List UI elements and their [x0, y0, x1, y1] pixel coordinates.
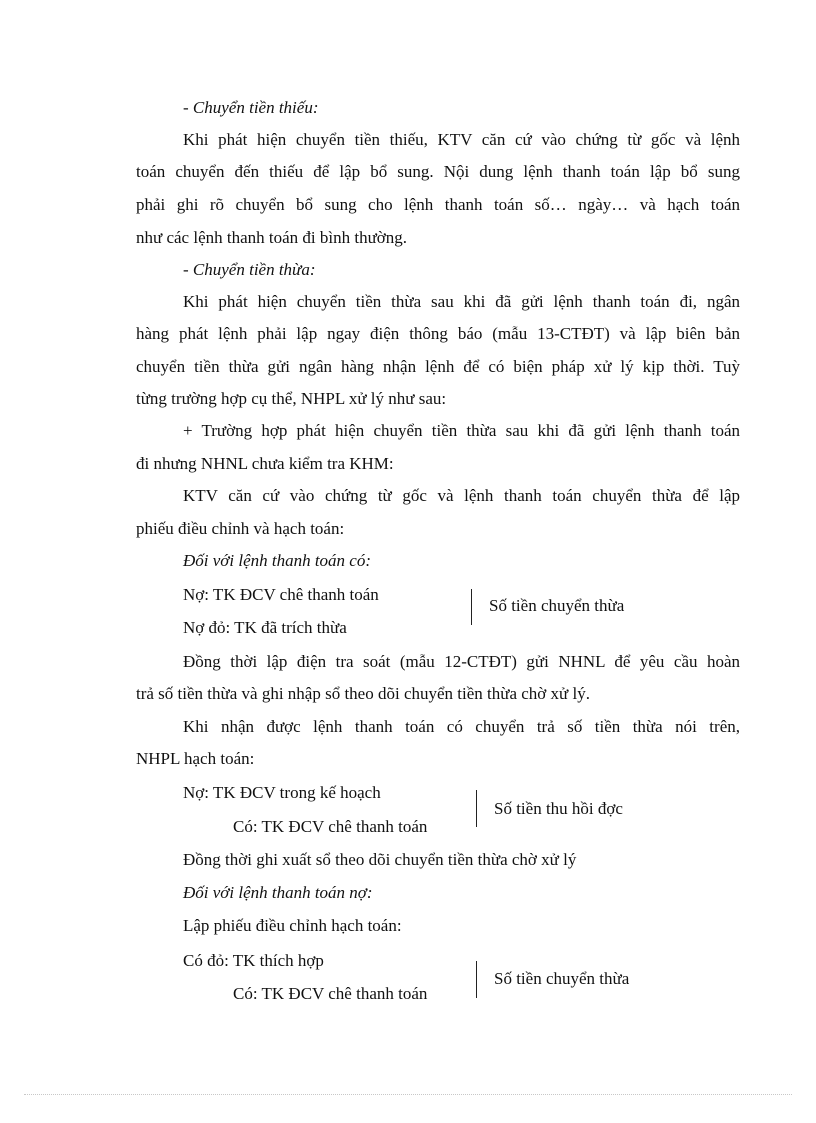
brace-amount-label: Số tiền chuyển thừa	[489, 596, 625, 615]
paragraph-line: từng trường hợp cụ thể, NHPL xử lý như sau:	[136, 389, 447, 408]
paragraph-line: Khi phát hiện chuyển tiền thiếu, KTV căn cứ vào chứng từ gốc và lệnh	[183, 130, 740, 149]
footer-divider	[24, 1094, 792, 1095]
brace-amount-label: Số tiền chuyển thừa	[494, 969, 630, 988]
entry-credit-line: Có: TK ĐCV chê thanh toán	[233, 817, 428, 836]
brace-divider	[471, 589, 472, 625]
section-heading-underpayment: - Chuyển tiền thiếu:	[183, 98, 319, 117]
section-heading-overpayment: - Chuyển tiền thừa:	[183, 260, 316, 279]
paragraph-line: Đồng thời lập điện tra soát (mẫu 12-CTĐT) gửi NHNL để yêu cầu hoàn	[183, 652, 740, 671]
paragraph-line: chuyển tiền thừa gửi ngân hàng nhận lệnh để có biện pháp xử lý kịp thời. Tuỳ	[136, 357, 740, 376]
brace-divider	[476, 961, 477, 998]
entry-debit-line: Nợ: TK ĐCV chê thanh toán	[183, 585, 379, 604]
subheading-credit-order: Đối với lệnh thanh toán có:	[183, 551, 372, 570]
subheading-debit-order: Đối với lệnh thanh toán nợ:	[183, 883, 373, 902]
paragraph-line: đi nhưng NHNL chưa kiểm tra KHM:	[136, 454, 394, 473]
brace-amount-label: Số tiền thu hồi đợc	[494, 799, 623, 818]
entry-credit-line: Có: TK ĐCV chê thanh toán	[233, 984, 428, 1003]
paragraph-line: Đồng thời ghi xuất sổ theo dõi chuyển tiền thừa chờ xử lý	[183, 850, 577, 869]
paragraph-line: Khi nhận được lệnh thanh toán có chuyển trả số tiền thừa nói trên,	[183, 717, 740, 736]
paragraph-line: KTV căn cứ vào chứng từ gốc và lệnh thanh toán chuyển thừa để lập	[183, 486, 740, 505]
paragraph-line: như các lệnh thanh toán đi bình thường.	[136, 228, 408, 247]
paragraph-line: Khi phát hiện chuyển tiền thừa sau khi đã gửi lệnh thanh toán đi, ngân	[183, 292, 740, 311]
paragraph-line: hàng phát lệnh phải lập ngay điện thông báo (mẫu 13-CTĐT) và lập biên bản	[136, 324, 740, 343]
paragraph-line: toán chuyển đến thiếu để lập bổ sung. Nội dung lệnh thanh toán lập bổ sung	[136, 162, 740, 181]
brace-divider	[476, 790, 477, 827]
paragraph-line: phải ghi rõ chuyển bổ sung cho lệnh thanh toán số… ngày… và hạch toán	[136, 195, 740, 214]
paragraph-line: phiếu điều chỉnh và hạch toán:	[136, 519, 345, 538]
paragraph-line: + Trường hợp phát hiện chuyển tiền thừa sau khi đã gửi lệnh thanh toán	[183, 421, 740, 440]
paragraph-line: NHPL hạch toán:	[136, 749, 255, 768]
paragraph-line: Lập phiếu điều chỉnh hạch toán:	[183, 916, 402, 935]
entry-debit-line: Nợ: TK ĐCV trong kế hoạch	[183, 783, 381, 802]
paragraph-line: trả số tiền thừa và ghi nhập sổ theo dõi chuyển tiền thừa chờ xử lý.	[136, 684, 590, 703]
entry-credit-line: Có đỏ: TK thích hợp	[183, 951, 324, 970]
entry-debit-line: Nợ đỏ: TK đã trích thừa	[183, 618, 347, 637]
